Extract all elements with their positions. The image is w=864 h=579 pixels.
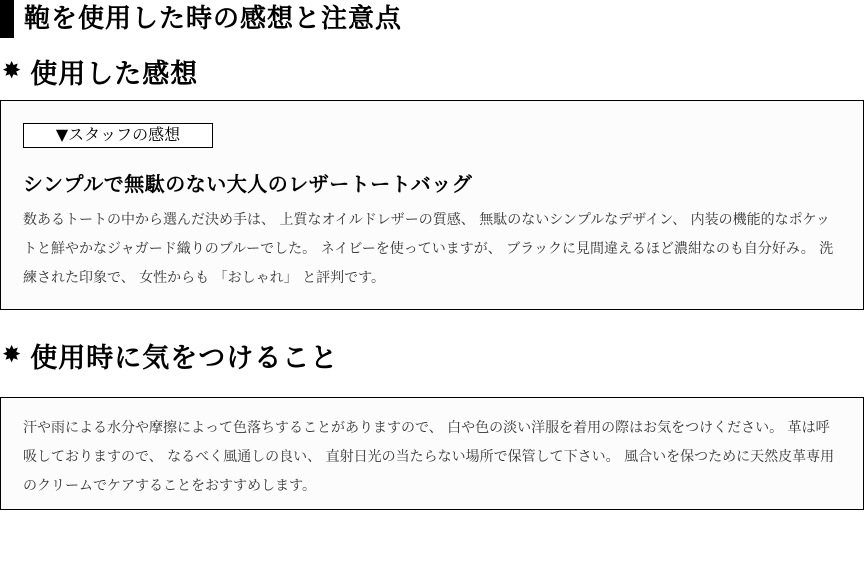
cautions-body-text: 汗や雨による水分や摩擦によって色落ちすることがありますので、 白や色の淡い洋服を着用の際はお気をつけください。 革は呼吸しておりますので、 なるべく風通しの良い、 直射日光の当たらない場所で保管して下さい。 風合いを保つために天然皮革専用のクリームでケアすることをおすすめします。 [23,420,835,494]
page-title: 鞄を使用した時の感想と注意点 [24,4,403,34]
page-header [0,0,864,38]
cautions-box [0,397,864,510]
title-accent-bar [0,0,14,38]
section-heading-cautions [2,336,864,375]
star-bullet-icon: ✸ [2,342,22,368]
section-heading-impressions [2,52,864,91]
star-bullet-icon: ✸ [2,58,22,84]
staff-comment-label: ▼スタッフの感想 [23,123,213,148]
impressions-box [0,100,864,310]
section-heading-cautions-text: 使用時に気をつけること [30,343,339,374]
section-heading-impressions-text: 使用した感想 [30,59,199,90]
impressions-body-text: 数あるトートの中から選んだ決め手は、 上質なオイルドレザーの質感、 無駄のないシンプルなデザイン、 内装の機能的なポケットと鮮やかなジャガード織りのブルーでした。 ネイビーを使っていますが、 ブラックに見間違えるほど濃紺なのも自分好み。 洗練された印象で、 女性からも 「おしゃれ」 と評判です。 [23,212,834,286]
impressions-subtitle: シンプルで無駄のない大人のレザートートバッグ [23,172,473,196]
